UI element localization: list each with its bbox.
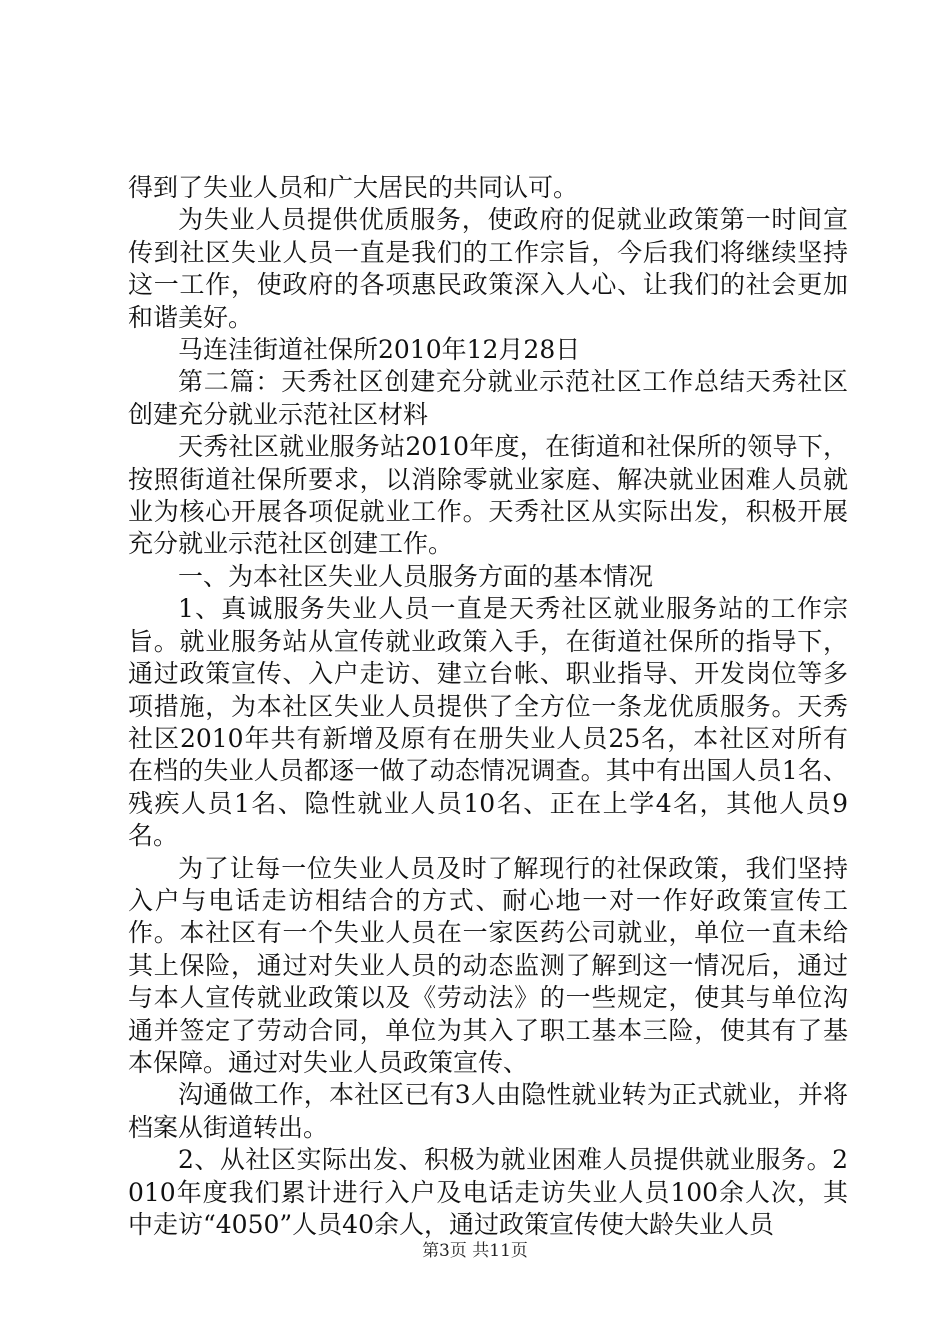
paragraph-8: 为了让每一位失业人员及时了解现行的社保政策，我们坚持入户与电话走访相结合的方式、耐心地一对一作好政策宣传工作。本社区有一个失业人员在一家医药公司就业，单位一直未给其上保险，通过对失业人员的动态监测了解到这一情况后，通过与本人宣传就业政策以及《劳动法》的一些规定，使其与单位沟通并签定了劳动合同，单位为其入了职工基本三险，使其有了基本保障。通过对失业人员政策宣传、: [128, 853, 848, 1077]
paragraph-10: 2、从社区实际出发、积极为就业困难人员提供就业服务。2010年度我们累计进行入户及电话走访失业人员100余人次，其中走访“4050”人员40余人，通过政策宣传使大龄失业人员: [128, 1145, 848, 1239]
paragraph-5: 天秀社区就业服务站2010年度，在街道和社保所的领导下，按照街道社保所要求，以消除零就业家庭、解决就业困难人员就业为核心开展各项促就业工作。天秀社区从实际出发，积极开展充分就业示范社区创建工作。: [128, 432, 848, 559]
section-title: 第二篇：天秀社区创建充分就业示范社区工作总结天秀社区创建充分就业示范社区材料: [128, 367, 848, 429]
paragraph-2: 为失业人员提供优质服务，使政府的促就业政策第一时间宣传到社区失业人员一直是我们的工作宗旨，今后我们将继续坚持这一工作，使政府的各项惠民政策深入人心、让我们的社会更加和谐美好。: [128, 205, 848, 332]
document-body: [128, 172, 848, 1241]
paragraph-1: 得到了失业人员和广大居民的共同认可。: [128, 173, 579, 202]
page-number-footer: 第3页 共11页: [422, 1241, 528, 1261]
signature-line: 马连洼街道社保所2010年12月28日: [178, 335, 581, 365]
paragraph-7: 1、真诚服务失业人员一直是天秀社区就业服务站的工作宗旨。就业服务站从宣传就业政策入手，在街道社保所的指导下，通过政策宣传、入户走访、建立台帐、职业指导、开发岗位等多项措施，为本社区失业人员提供了全方位一条龙优质服务。天秀社区2010年共有新增及原有在册失业人员25名，本社区对所有在档的失业人员都逐一做了动态情况调查。其中有出国人员1名、残疾人员1名、隐性就业人员10名、正在上学4名，其他人员9名。: [128, 594, 848, 851]
section-heading: 一、为本社区失业人员服务方面的基本情况: [178, 561, 654, 591]
paragraph-9: 沟通做工作，本社区已有3人由隐性就业转为正式就业，并将档案从街道转出。: [128, 1080, 848, 1142]
